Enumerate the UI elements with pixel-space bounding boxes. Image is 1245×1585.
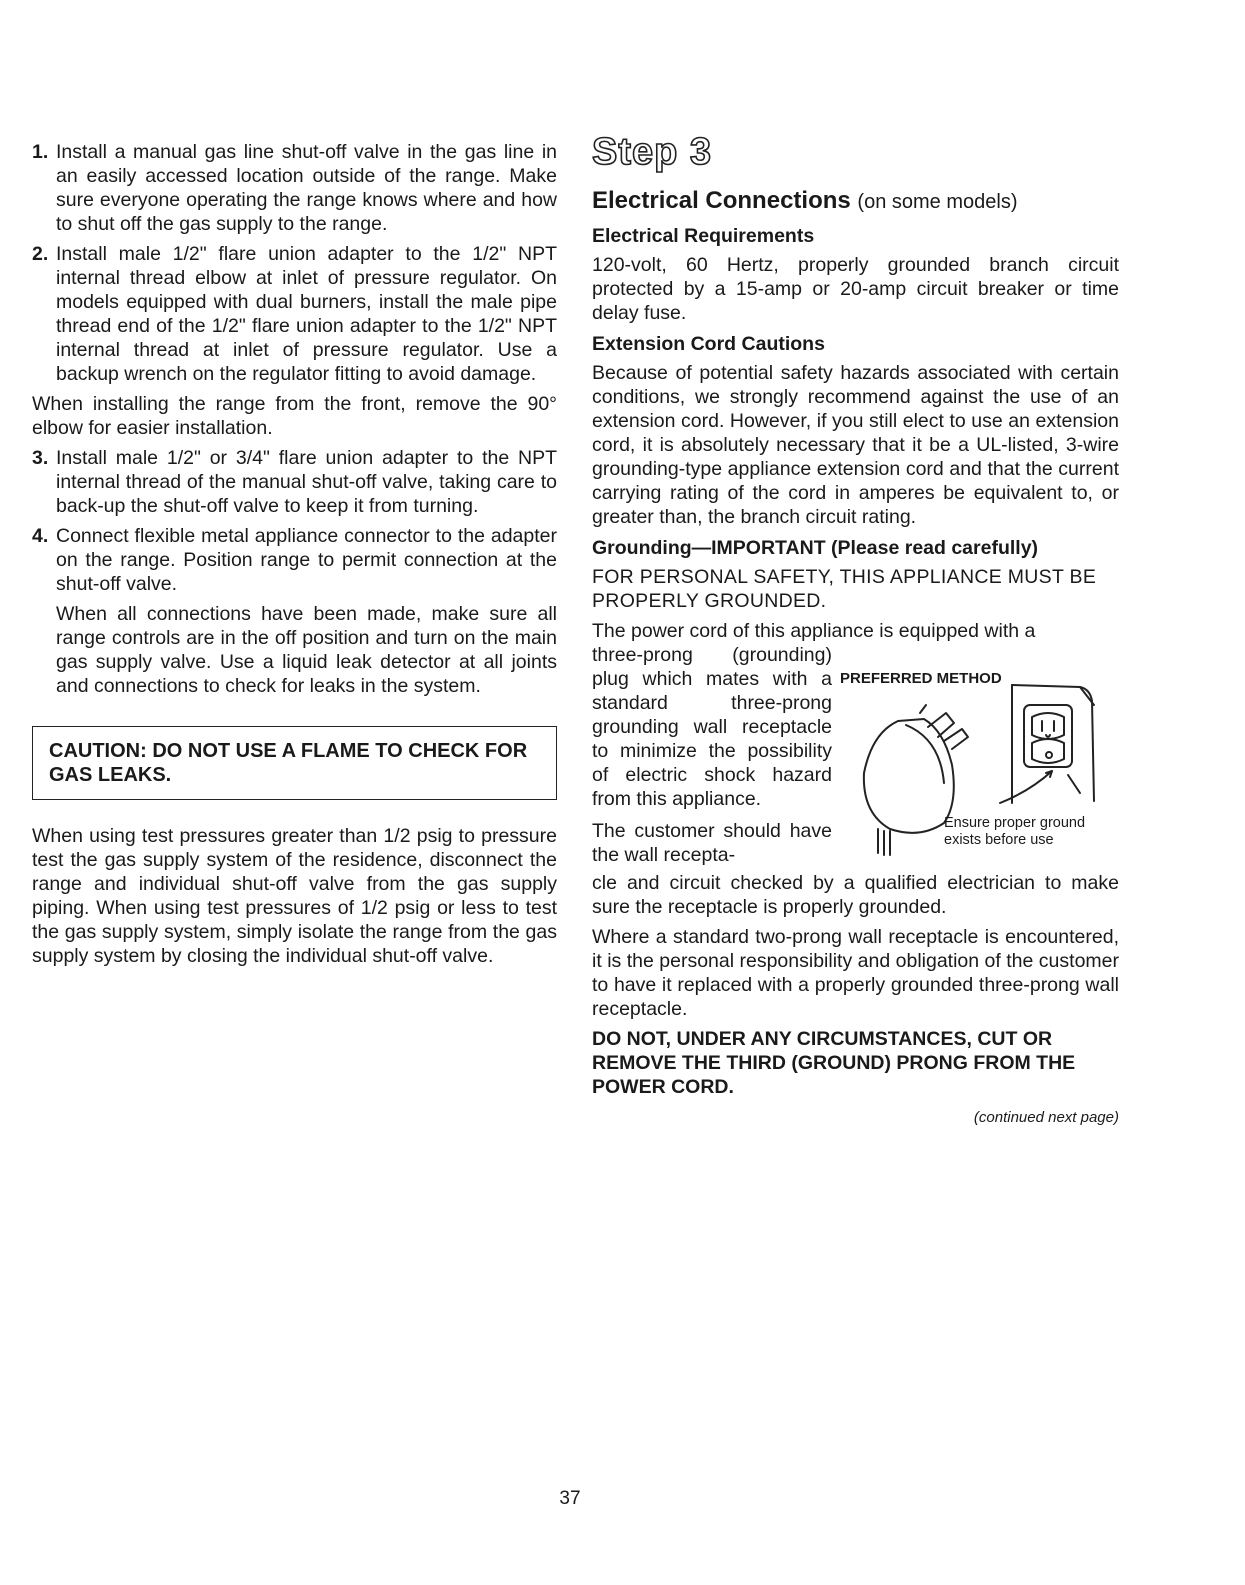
connections-note: When all connections have been made, make sure all range controls are in the off position and turn on the main gas supply valve. Use a liquid leak detector at all joints and connections to check for leaks in the system. <box>56 603 557 697</box>
customer-text: The customer should have the wall recepta- <box>592 820 832 866</box>
extension-cord-text: Because of potential safety hazards associated with certain conditions, we strongly recommend against the use of an extension cord. However, if you still elect to use an extension cord, it is absolutely necessary that it be a UL-listed, 3-wire grounding-type appliance extension cord and that the current carrying rating of the cord in amperes be equivalent to, or greater than, the branch circuit rating. <box>592 362 1119 528</box>
list-text: Install male 1/2" flare union adapter to the 1/2" NPT internal thread elbow at inlet of pressure regulator. On models equipped with dual burners, install the male pipe thread end of the 1/2" flare union adapter to the 1/2" NPT internal thread at inlet of pressure regulator. Use a backup wrench on the regulator fitting to avoid damage. <box>56 243 557 385</box>
pressure-test-note: When using test pressures greater than 1/2 psig to pressure test the gas supply system of the residence, disconnect the range and individual shut-off valve from the gas supply piping. When using test pressures of 1/2 psig or less to test the gas supply system, simply isolate the range from the gas supply system by closing the individual shut-off valve. <box>32 825 557 967</box>
page-number: 37 <box>559 1488 581 1509</box>
plug-text: three-prong (grounding) plug which mates with a standard three-prong grounding wall receptacle to minimize the possibility of electric shock hazard from this appliance. <box>592 644 832 810</box>
list-number: 2. <box>32 243 49 265</box>
list-text: Install male 1/2" or 3/4" flare union adapter to the NPT internal thread of the manual shut-off valve, taking care to back-up the shut-off valve to keep it from turning. <box>56 447 557 517</box>
safety-statement: FOR PERSONAL SAFETY, THIS APPLIANCE MUST BE PROPERLY GROUNDED. <box>592 566 1097 612</box>
figure-caption: Ensure proper ground exists before use <box>944 815 1086 848</box>
list-item <box>32 242 557 386</box>
section-subtitle: (on some models) <box>857 191 1018 213</box>
continued-note: (continued next page) <box>973 1109 1119 1126</box>
list-number: 3. <box>32 447 49 469</box>
list-text: Install a manual gas line shut-off valve in the gas line in an easily accessed location outside of the range. Make sure everyone operating the range knows where and how to shut off the gas supply to the range. <box>56 141 557 235</box>
list-number: 1. <box>32 141 49 163</box>
right-column <box>592 131 1119 1126</box>
grounding-figure-block <box>592 643 1119 871</box>
list-item <box>32 524 557 596</box>
figure-side-text <box>592 643 832 867</box>
list-item <box>32 446 557 518</box>
electrical-requirements-text: 120-volt, 60 Hertz, properly grounded branch circuit protected by a 15-amp or 20-amp circuit breaker or time delay fuse. <box>592 254 1119 324</box>
two-prong-text: Where a standard two-prong wall receptacle is encountered, it is the personal responsibility and obligation of the customer to have it replaced with a properly grounded three-prong wall receptacle. <box>592 926 1119 1020</box>
step-title: Step 3 <box>592 131 713 173</box>
list-text: Connect flexible metal appliance connector to the adapter on the range. Position range to permit connection at the shut-off valve. <box>56 525 557 595</box>
caution-text: CAUTION: DO NOT USE A FLAME TO CHECK FOR GAS LEAKS. <box>49 740 528 786</box>
section-title <box>592 186 1119 217</box>
electrical-requirements-heading: Electrical Requirements <box>592 225 815 247</box>
extension-cord-heading: Extension Cord Cautions <box>592 333 825 355</box>
ground-prong-warning: DO NOT, UNDER ANY CIRCUMSTANCES, CUT OR REMOVE THE THIRD (GROUND) PRONG FROM THE POWER CORD. <box>592 1028 1076 1098</box>
list-item <box>32 140 557 236</box>
front-install-note: When installing the range from the front, remove the 90° elbow for easier installation. <box>32 393 557 439</box>
left-column <box>32 140 557 968</box>
grounding-heading: Grounding—IMPORTANT (Please read carefully) <box>592 537 1039 559</box>
section-title-text: Electrical Connections <box>592 187 851 214</box>
grounded-plug-figure <box>832 643 1119 871</box>
list-number: 4. <box>32 525 49 547</box>
cord-intro-text: The power cord of this appliance is equipped with a <box>592 620 1036 642</box>
customer-text-continued: cle and circuit checked by a qualified electrician to make sure the receptacle is properly grounded. <box>592 872 1119 918</box>
caution-box <box>32 726 557 800</box>
figure-label: PREFERRED METHOD <box>840 670 1002 687</box>
